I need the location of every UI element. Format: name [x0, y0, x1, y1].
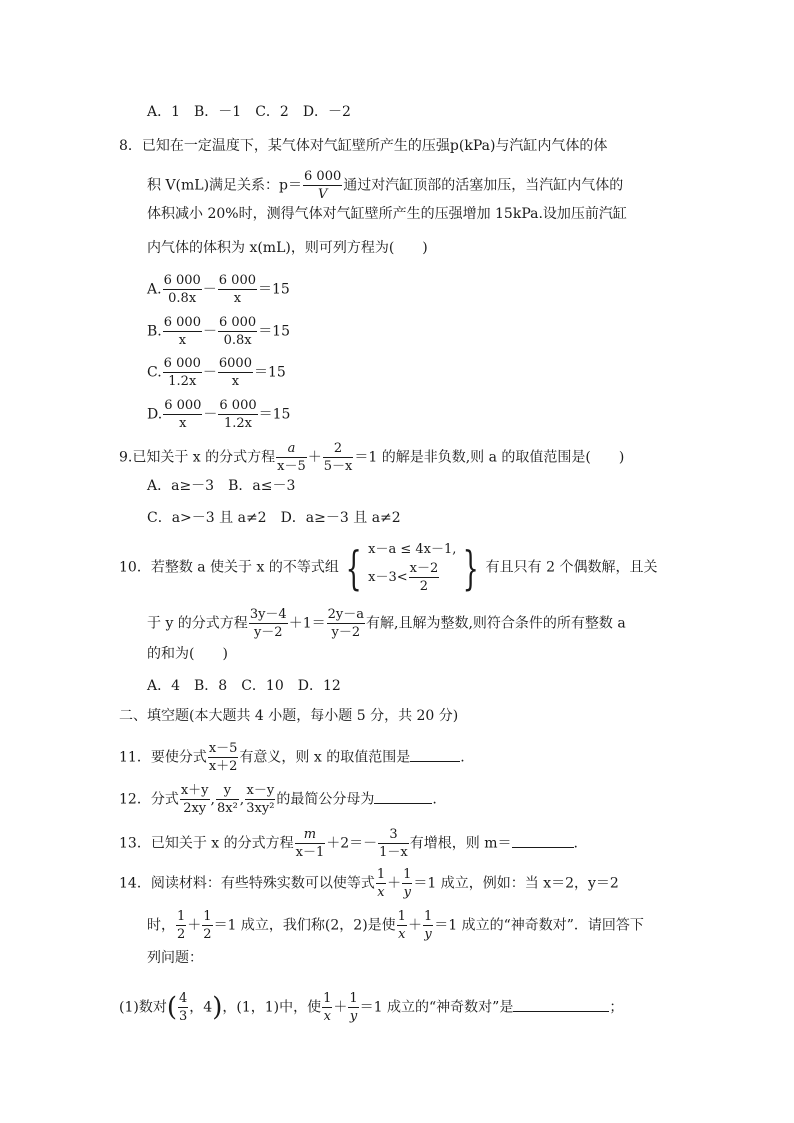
- q11: 11．要使分式 $\frac{x-5}{x+2}$ 有意义，则 x 的取值范围是 .: [119, 741, 465, 774]
- q14-line1: 14．阅读材料：有些特殊实数可以使等式 $\frac{1}{x}+$ $\frac{1}{y}=1$ 成立，例如：当 x＝2，y＝2: [119, 867, 619, 900]
- q8-relation-fraction: $\frac{6 000}{V}$: [304, 169, 342, 202]
- q8-line1: 8．已知在一定温度下，某气体对气缸壁所产生的压强p(kPa)与汽缸内气体的体: [119, 138, 608, 154]
- q8-option-d: D. $\frac{6 000}{x}$ － $\frac{6 000}{1.2x}$ ＝15: [147, 398, 291, 431]
- q14-line2: 时， $\frac{1}{2}$ ＋ $\frac{1}{2}$ ＝1 成立，我们称(2，2)是使 $\frac{1}{x}+$ $\frac{1}{y}=1$ 成立的“神奇数对”．请回答下: [147, 909, 644, 942]
- q8-option-c: C. $\frac{6 000}{1.2x}$ － $\frac{6000}{x}$ ＝15: [147, 356, 286, 389]
- q11-answer-blank[interactable]: [410, 747, 460, 762]
- q8-option-b: B. $\frac{6 000}{x}$ － $\frac{6 000}{0.8x}$ ＝15: [147, 315, 291, 348]
- q12: 12．分式 $\frac{x+y}{2xy}$ , $\frac{y}{\text{8x²}}$ , $\frac{x-y}{\text{3xy²}}$ 的最简公分母为 .: [119, 783, 437, 816]
- q7-options: A．1 B．－1 C．2 D．－2: [147, 104, 351, 120]
- q14-part1-answer-blank[interactable]: [513, 997, 609, 1012]
- q9-options-1: A．a≥－3 B．a≤－3: [147, 478, 296, 494]
- q10-inequality-system: x－a ≤ 4x－1, x－3< $\frac{x-2}{2}$: [368, 542, 457, 594]
- q14-line3: 列问题：: [147, 950, 203, 966]
- q14-part1: (1)数对( $\frac{4}{3}$ ，4)，(1，1)中，使 $\frac{1}{x}+$ $\frac{1}{y}=1$ 成立的“神奇数对”是 ；: [119, 991, 624, 1024]
- q13-answer-blank[interactable]: [512, 833, 574, 848]
- q8-line2: [147, 168, 623, 203]
- q10-stem-line2: 于 y 的分式方程 $\frac{3y-4}{y-2}$ ＋1＝ $\frac{2y-a}{y-2}$ 有解,且解为整数,则符合条件的所有整数 a: [147, 607, 626, 640]
- q10-options: A．4 B．8 C．10 D．12: [147, 678, 341, 694]
- q8-line2-text: 积 V(mL)满足关系：p＝: [147, 177, 303, 194]
- section-2-heading: 二、填空题(本大题共 4 小题，每小题 5 分，共 20 分): [119, 708, 459, 724]
- q12-answer-blank[interactable]: [374, 789, 432, 804]
- q8-line4: 内气体的体积为 x(mL)，则可列方程为( ): [147, 240, 428, 256]
- q9-stem: 9.已知关于 x 的分式方程 $\frac{a}{x-5}$ ＋ $\frac{2}{5-x}$ ＝1 的解是非负数,则 a 的取值范围是( ): [119, 441, 625, 474]
- q10-stem-line3: 的和为( ): [147, 646, 228, 662]
- q8-line2-text-b: 通过对汽缸顶部的活塞加压，当汽缸内气体的: [343, 177, 624, 194]
- q10-stem-line1: 10．若整数 a 使关于 x 的不等式组 { x－a ≤ 4x－1, x－3< $\frac{x-2}{2}$ { 有且只有 2 个偶数解，且关: [119, 540, 658, 595]
- q8-line3: 体积减小 20%时，测得气体对气缸壁所产生的压强增加 15kPa.设加压前汽缸: [147, 206, 627, 222]
- q13: 13．已知关于 x 的分式方程 $\frac{m}{x-1}$ ＋2＝－ $\frac{3}{1-x}$ 有增根，则 m＝ .: [119, 827, 578, 860]
- q9-options-2: C．a>－3 且 a≠2 D．a≥－3 且 a≠2: [147, 510, 401, 526]
- q8-option-a: A. $\frac{6 000}{0.8x}$ － $\frac{6 000}{x}$ ＝15: [147, 273, 290, 306]
